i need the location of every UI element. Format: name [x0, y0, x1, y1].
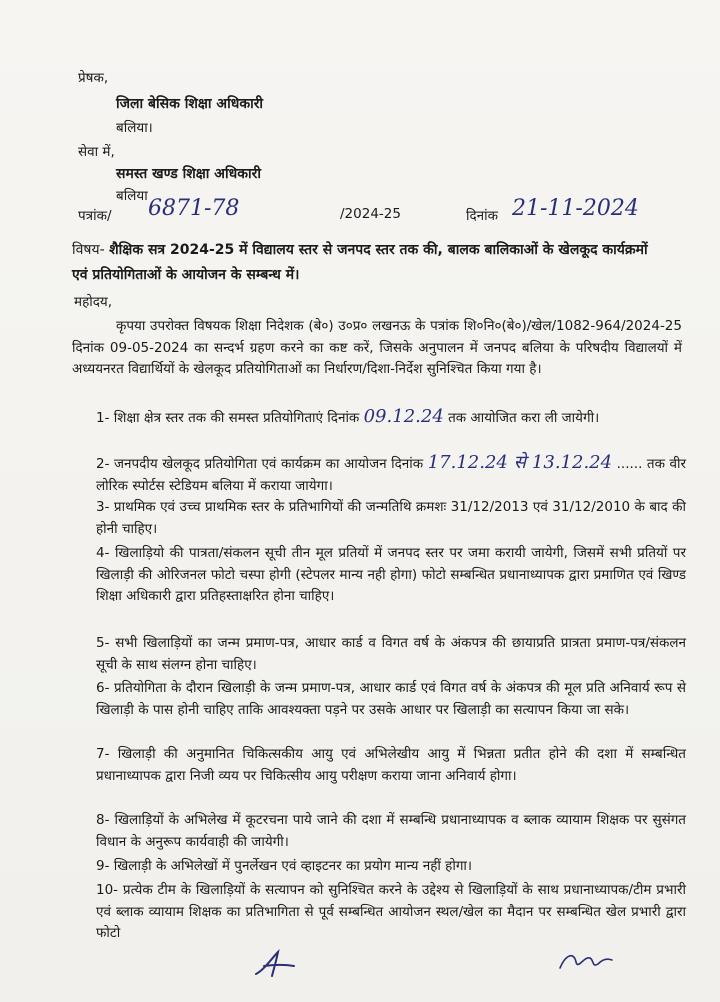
date-label: दिनांक [466, 208, 499, 224]
sender-label: प्रेषक, [78, 70, 109, 86]
item-number: 8- [96, 812, 110, 828]
sender-place: बलिया। [116, 120, 153, 136]
item-number: 2- [96, 456, 110, 472]
to-label: सेवा में, [78, 144, 115, 160]
item-text: प्राथमिक एवं उच्च प्राथमिक स्तर के प्रतिभागियों की जन्मतिथि क्रमशः 31/12/2013 एवं 31/12/2010 के बाद की होनी चाहिए। [96, 499, 686, 537]
list-item-6 [96, 678, 686, 721]
item-number: 5- [96, 635, 110, 651]
item-tail: ...... तक वीर लोरिक स्पोर्टस स्टेडियम बलिया में कराया जायेगा। [96, 456, 687, 494]
initials-signature-left [250, 948, 300, 980]
item-text: खिलाड़ी के अभिलेखों में पुनर्लेखन एवं व्हाइटनर का प्रयोग मान्य नहीं होगा। [113, 858, 473, 874]
subject-block [72, 238, 662, 288]
salutation: महोदय, [74, 294, 113, 310]
date-handwritten: 21-11-2024 [512, 196, 639, 221]
item-text: शिक्षा क्षेत्र स्तर तक की समस्त प्रतियोगिताएं दिनांक [113, 410, 360, 426]
subject-label: विषय- [72, 242, 105, 258]
list-item-4 [96, 543, 686, 608]
item-number: 10- [96, 882, 119, 898]
list-item-9 [96, 856, 686, 878]
item-handwritten-dates: 17.12.24 से 13.12.24 [427, 452, 613, 473]
ref-number-handwritten: 6871-78 [148, 196, 240, 221]
list-item-3 [96, 497, 686, 540]
item-number: 9- [96, 858, 110, 874]
item-number: 6- [96, 680, 110, 696]
item-text: खिलाड़ियो की पात्रता/संकलन सूची तीन मूल प्रतियों में जनपद स्तर पर जमा करायी जायेगी, जिसमें सभी प्रतियों पर खिलाड़ी की ओरिजनल फोटो चस्पा होगी (स्टेपलर मान्य नही होगा) फोटो सम्बन्धित प्रधानाध्यापक द्वारा प्रमाणित एवं खिण्ड शिक्षा अधिकारी द्वारा प्रतिहस्ताक्षरित होना चाहिए। [96, 545, 687, 604]
item-text: प्रतियोगिता के दौरान खिलाड़ी के जन्म प्रमाण-पत्र, आधार कार्ड एवं विगत वर्ष के अंकपत्र की मूल प्रति अनिवार्य रूप से खिलाड़ी के पास होनी चाहिए ताकि आवश्यक्ता पड़ने पर उसके आधार पर खिलाड़ी का सत्यापन किया जा सके। [96, 680, 686, 718]
item-text: प्रत्येक टीम के खिलाड़ियों के सत्यापन को सुनिश्चित करने के उद्देश्य से खिलाड़ियों के साथ प्रधानाध्यापक/टीम प्रभारी एवं ब्लाक व्यायाम शिक्षक का प्रतिभागिता से पूर्व सम्बन्धित आयोजन स्थल/खेल का मैदान पर सम्बन्धित खेल प्रभारी द्वारा फोटो [96, 882, 686, 941]
item-handwritten-date: 09.12.24 [363, 406, 444, 427]
list-item-1 [96, 406, 686, 430]
list-item-7 [96, 744, 686, 787]
ref-year: /2024-25 [340, 206, 401, 222]
list-item-8 [96, 810, 686, 853]
initials-signature-right [556, 946, 616, 976]
item-number: 4- [96, 545, 110, 561]
list-item-5 [96, 633, 686, 676]
sender-name: जिला बेसिक शिक्षा अधिकारी [116, 96, 264, 112]
item-text: खिलाड़ियों के अभिलेख में कूटरचना पाये जाने की दशा में सम्बन्धि प्रधानाध्यापक व ब्लाक व्यायाम शिक्षक पर सुसंगत विधान के अनुरूप कार्यवाही की जायेगी। [96, 812, 686, 850]
item-number: 3- [96, 499, 110, 515]
list-item-10 [96, 880, 686, 945]
to-name: समस्त खण्ड शिक्षा अधिकारी [116, 166, 261, 182]
ref-label: पत्रांक/ [78, 208, 112, 224]
item-text: सभी खिलाड़ियों का जन्म प्रमाण-पत्र, आधार कार्ड व विगत वर्ष के अंकपत्र की छायाप्रति प्रात्रता प्रमाण-पत्र/संकलन सूची के साथ संलग्न होना चाहिए। [96, 635, 687, 673]
list-item-2 [96, 452, 686, 497]
item-number: 1- [96, 410, 110, 426]
item-text: खिलाड़ी की अनुमानित चिकित्सकीय आयु एवं अभिलेखीय आयु में भिन्नता प्रतीत होने की दशा में सम्बन्धित प्रधानाध्यापक द्वारा निजी व्यय पर चिकित्सीय आयु परीक्षण कराया जाना अनिवार्य होगा। [96, 746, 686, 784]
item-text: जनपदीय खेलकूद प्रतियोगिता एवं कार्यक्रम का आयोजन दिनांक [114, 456, 424, 472]
to-place: बलिया [116, 188, 148, 204]
intro-paragraph: कृपया उपरोक्त विषयक शिक्षा निदेशक (बे०) उ०प्र० लखनऊ के पत्रांक शि०नि०(बे०)/खेल/1082-964/2024-25 दिनांक 09-05-2024 का सन्दर्भ ग्रहण करने का कष्ट करें, जिसके अनुपालन में जनपद बलिया के परिषदीय विद्यालयों में अध्ययनरत विद्यार्थियों के खेलकूद प्रतियोगिताओं का निर्धारण/दिशा-निर्देश सुनिश्चित किया गया है। [72, 318, 682, 377]
subject-text: शैक्षिक सत्र 2024-25 में विद्यालय स्तर से जनपद स्तर तक की, बालक बालिकाओं के खेलकूद कार्यक्रमों एवं प्रतियोगिताओं के आयोजन के सम्बन्ध में। [72, 242, 648, 283]
item-tail: तक आयोजित करा ली जायेगी। [448, 410, 600, 426]
item-number: 7- [96, 746, 110, 762]
